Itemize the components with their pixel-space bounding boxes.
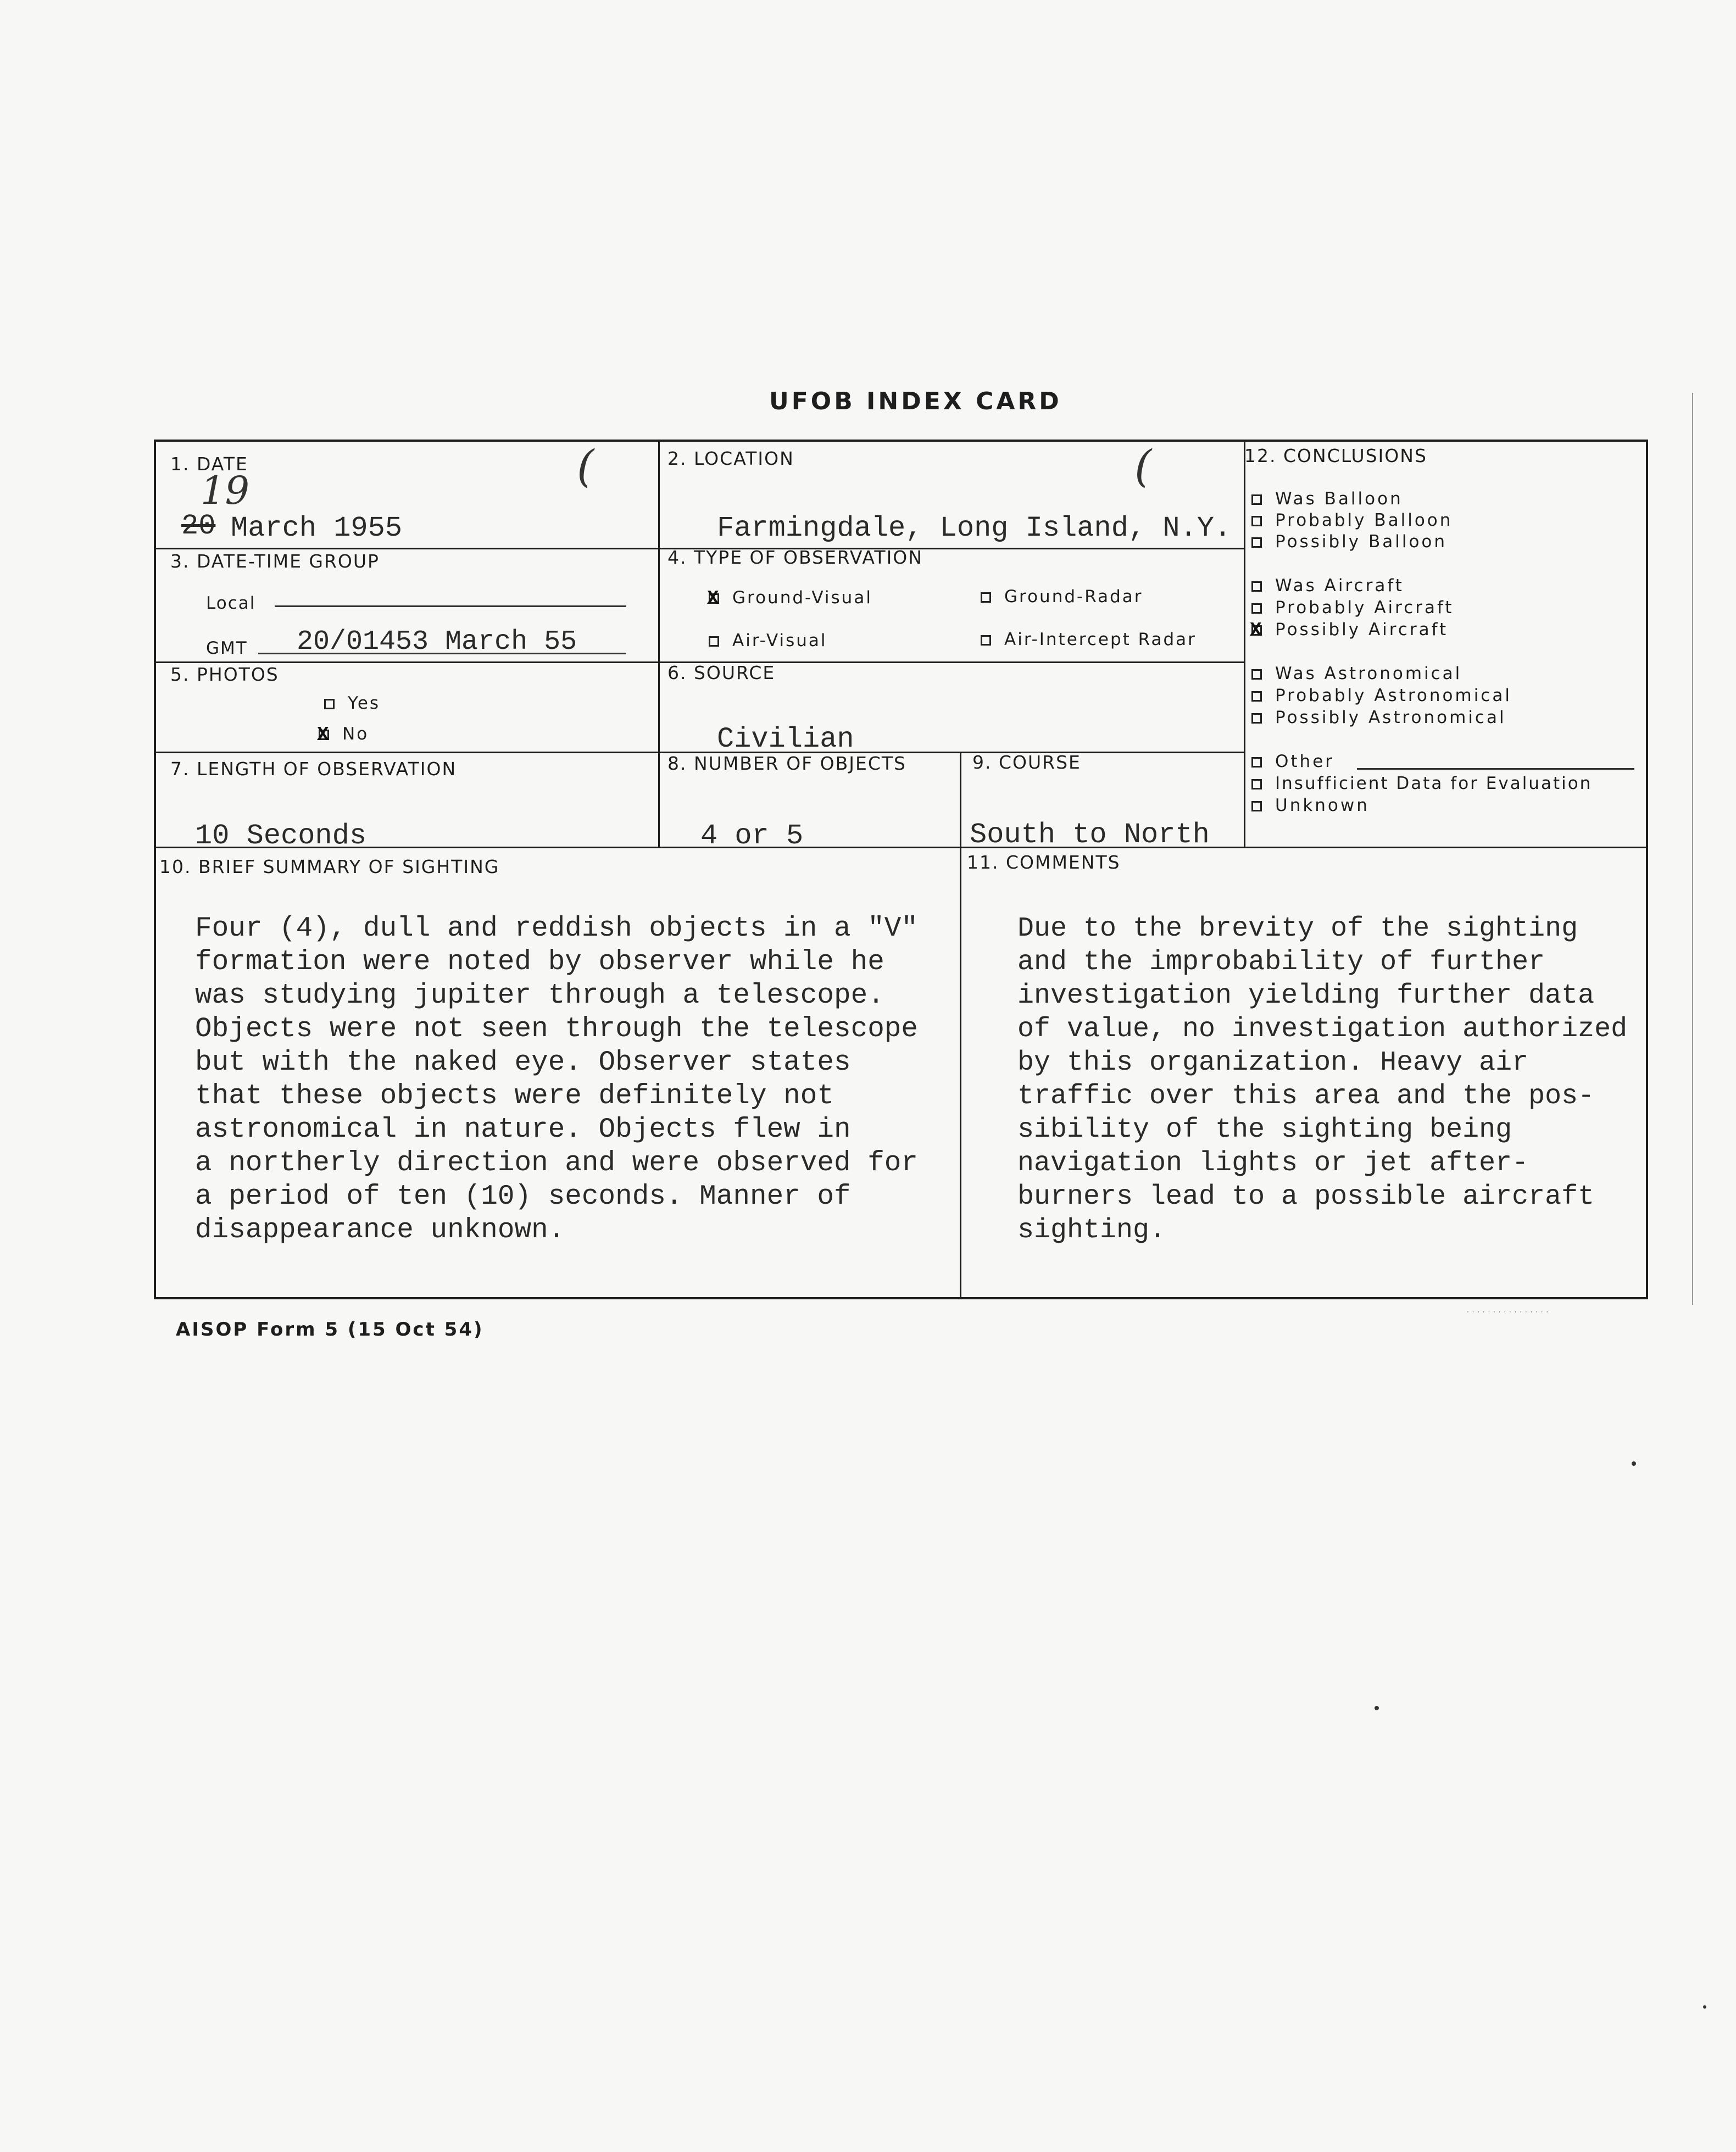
checkbox (709, 636, 719, 647)
card-title: UFOB INDEX CARD (769, 387, 1062, 415)
divider (658, 442, 660, 847)
conclusions-label: 12. CONCLUSIONS (1244, 445, 1427, 466)
photos-no: XNo (319, 724, 369, 744)
gmt-label: GMT (206, 638, 248, 658)
date-day-handwritten: 19 (201, 468, 250, 513)
comments-text: Due to the brevity of the sighting and the improbability of further investigation yielding further data of value, no investigation authorized by this organization. Heavy air traffic over this area and the pos- sibility of the sighting being navigation lights or jet after- burners lead to a possible aircraft sighting. (1017, 913, 1628, 1246)
checkbox (1251, 537, 1262, 548)
location-label: 2. LOCATION (667, 448, 794, 469)
checkbox (324, 699, 335, 709)
divider (156, 847, 1648, 848)
conclusion-probably-aircraft: Probably Aircraft (1251, 598, 1454, 618)
checkbox-checked (1251, 625, 1262, 636)
checkbox (1251, 691, 1262, 702)
date-day-struck: 20 (181, 510, 216, 542)
number-of-objects-label: 8. NUMBER OF OBJECTS (667, 753, 906, 774)
scan-speck (1703, 2005, 1706, 2009)
conclusion-was-astronomical: Was Astronomical (1251, 664, 1462, 683)
conclusion-other: Other (1251, 752, 1334, 771)
checkbox (1251, 581, 1262, 592)
gmt-value: 20/01453 March 55 (297, 626, 577, 658)
scan-edge-line (1692, 393, 1693, 1305)
conclusion-possibly-aircraft: XPossibly Aircraft (1251, 620, 1448, 640)
checkbox (1251, 779, 1262, 789)
date-value: March 1955 (231, 512, 403, 544)
length-value: 10 Seconds (195, 820, 367, 852)
checkbox (1251, 669, 1262, 680)
gmt-field-line (258, 653, 626, 654)
type-of-observation-label: 4. TYPE OF OBSERVATION (667, 547, 923, 568)
course-label: 9. COURSE (972, 752, 1081, 773)
course-value: South to North (970, 819, 1210, 851)
photos-label: 5. PHOTOS (170, 664, 279, 685)
photos-yes: Yes (324, 693, 380, 713)
scan-speck (1632, 1461, 1636, 1466)
handwritten-mark: ( (577, 441, 594, 492)
obs-air-visual: Air-Visual (709, 631, 827, 650)
comments-label: 11. COMMENTS (967, 852, 1121, 873)
conclusion-was-aircraft: Was Aircraft (1251, 576, 1404, 596)
form-id: AISOP Form 5 (15 Oct 54) (176, 1319, 484, 1341)
checkbox (1251, 603, 1262, 614)
conclusion-possibly-astronomical: Possibly Astronomical (1251, 708, 1506, 727)
local-label: Local (206, 593, 256, 613)
obs-air-intercept-radar: Air-Intercept Radar (981, 630, 1197, 649)
checkbox-checked (319, 730, 329, 740)
local-field-line (275, 605, 626, 607)
checkbox (1251, 757, 1262, 768)
date-time-group-label: 3. DATE-TIME GROUP (170, 550, 380, 572)
other-field-line (1357, 768, 1634, 770)
summary-label: 10. BRIEF SUMMARY OF SIGHTING (159, 856, 500, 877)
checkbox (1251, 713, 1262, 724)
date-label: 1. DATE (170, 453, 248, 475)
source-value: Civilian (717, 723, 854, 755)
checkbox-checked (709, 593, 719, 604)
conclusion-was-balloon: Was Balloon (1251, 489, 1403, 509)
summary-text: Four (4), dull and reddish objects in a "V" formation were noted by observer while he was studying jupiter through a telescope. Objects were not seen through the telescope but with the naked eye. Observer states that these objects were definitely not astronomical in nature. Objects flew in a northerly direction and were observed for a period of ten (10) seconds. Manner of disappearance unknown. (195, 913, 919, 1246)
checkbox (981, 592, 991, 603)
conclusion-probably-balloon: Probably Balloon (1251, 510, 1453, 530)
checkbox (1251, 516, 1262, 526)
obs-ground-radar: Ground-Radar (981, 587, 1143, 607)
scan-speck (1375, 1706, 1379, 1710)
checkbox (1251, 801, 1262, 811)
length-label: 7. LENGTH OF OBSERVATION (170, 758, 457, 780)
divider (960, 752, 961, 1299)
number-of-objects-value: 4 or 5 (700, 820, 804, 852)
conclusion-insufficient-data: Insufficient Data for Evaluation (1251, 774, 1592, 793)
source-label: 6. SOURCE (667, 662, 776, 683)
printer-stamp: · · · · · · · · · · · · · · · · (1467, 1308, 1549, 1316)
conclusion-probably-astronomical: Probably Astronomical (1251, 686, 1512, 705)
conclusion-possibly-balloon: Possibly Balloon (1251, 532, 1447, 552)
location-value: Farmingdale, Long Island, N.Y. (717, 512, 1232, 544)
obs-ground-visual: XGround-Visual (709, 588, 872, 608)
checkbox (1251, 494, 1262, 505)
divider (1244, 442, 1245, 847)
handwritten-mark: ( (1134, 441, 1152, 492)
conclusion-unknown: Unknown (1251, 796, 1370, 815)
checkbox (981, 635, 991, 646)
